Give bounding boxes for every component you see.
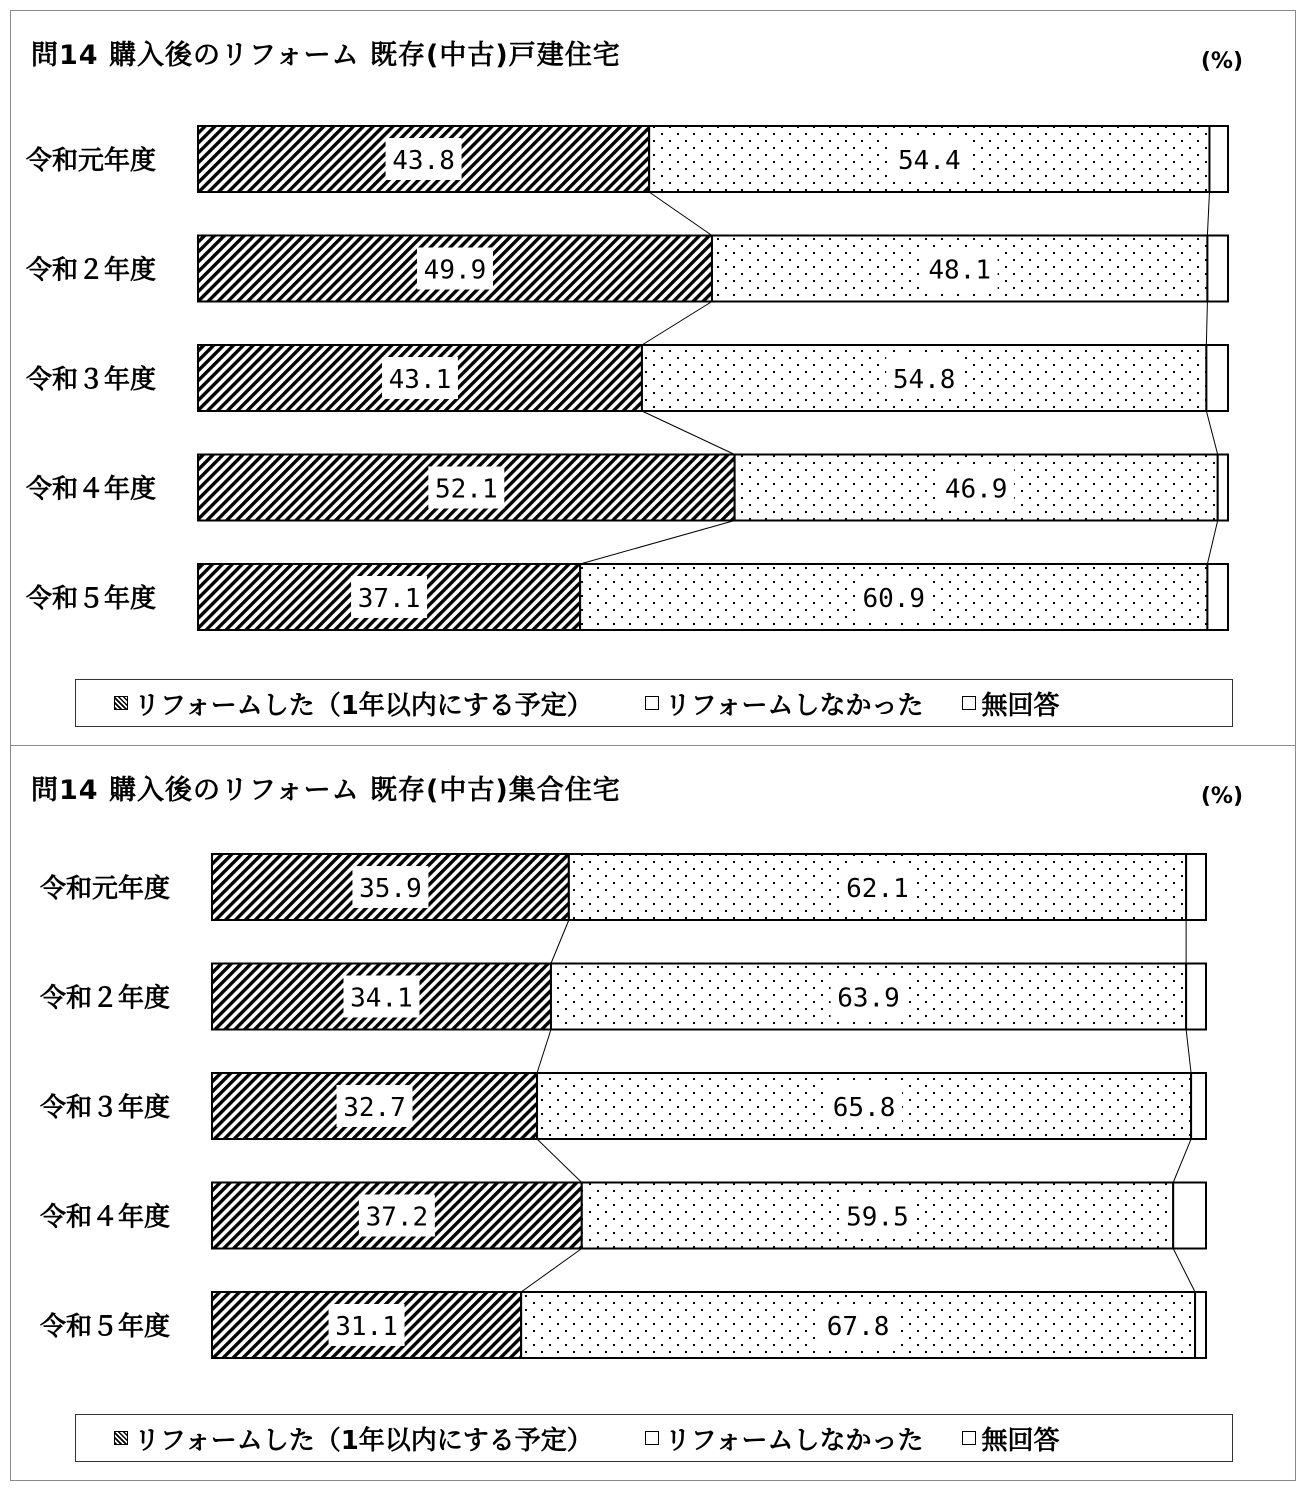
connector-line	[1206, 302, 1207, 346]
legend-label: リフォームしなかった	[664, 690, 924, 721]
hatch-swatch-icon	[114, 1431, 128, 1445]
connector-line	[1173, 1139, 1191, 1183]
category-label: 令和５年度	[26, 584, 157, 614]
legend-label: リフォームした（1年以内にする予定）	[134, 1425, 593, 1456]
bar-segment-no-answer	[1207, 564, 1228, 630]
data-label: 63.9	[837, 983, 900, 1014]
dotted-swatch-icon	[645, 1431, 659, 1445]
bar-segment-no-answer	[1186, 854, 1206, 920]
data-label: 54.4	[897, 146, 961, 176]
data-label: 32.7	[343, 1093, 406, 1123]
connector-line	[642, 411, 735, 455]
connector-line	[649, 192, 712, 236]
data-label: 34.1	[350, 983, 413, 1014]
legend	[75, 1414, 1233, 1462]
data-label: 65.8	[832, 1093, 896, 1123]
data-label: 67.8	[826, 1312, 890, 1342]
legend-item-no-answer	[962, 685, 1060, 722]
data-label: 35.9	[359, 874, 422, 904]
connector-line	[1173, 1249, 1195, 1293]
bar-segment-no-answer	[1206, 345, 1228, 411]
legend-label: 無回答	[981, 1425, 1060, 1456]
legend	[75, 679, 1233, 727]
category-label: 令和元年度	[26, 146, 157, 176]
dotted-swatch-icon	[645, 696, 659, 710]
category-label: 令和元年度	[40, 874, 171, 904]
bar-segment-no-answer	[1191, 1073, 1206, 1139]
connector-line	[537, 1030, 551, 1074]
chart-panel-detached-house	[10, 10, 1296, 746]
data-label: 37.1	[357, 584, 421, 614]
blank-swatch-icon	[962, 1431, 976, 1445]
connector-line	[1186, 1030, 1191, 1074]
stacked-bar-chart	[11, 746, 1297, 1482]
connector-line	[521, 1249, 582, 1293]
category-label: 令和５年度	[40, 1312, 171, 1342]
data-label: 54.8	[892, 365, 956, 395]
stacked-bar-chart	[11, 11, 1297, 747]
category-label: 令和２年度	[40, 983, 171, 1014]
data-label: 46.9	[944, 474, 1008, 505]
category-label: 令和４年度	[26, 474, 157, 505]
bar-segment-no-answer	[1186, 964, 1206, 1030]
hatch-swatch-icon	[114, 696, 128, 710]
unit-label: (%)	[1200, 49, 1243, 74]
data-label: 52.1	[435, 474, 498, 505]
category-label: 令和３年度	[26, 365, 157, 395]
chart-panel-apartment	[10, 745, 1296, 1481]
data-label: 59.5	[846, 1202, 909, 1233]
bar-segment-no-answer	[1195, 1292, 1206, 1358]
data-label: 48.1	[928, 255, 991, 286]
unit-label: (%)	[1200, 784, 1243, 809]
bar-segment-no-answer	[1207, 236, 1228, 302]
legend-item-reformed	[114, 1420, 593, 1457]
category-label: 令和３年度	[40, 1093, 171, 1123]
category-label: 令和４年度	[40, 1202, 171, 1233]
data-label: 37.2	[365, 1202, 429, 1233]
data-label: 43.8	[392, 146, 455, 176]
connector-line	[551, 920, 569, 964]
legend-label: リフォームした（1年以内にする予定）	[134, 690, 593, 721]
legend-item-not-reformed	[645, 685, 924, 722]
chart-title: 問14 購入後のリフォーム 既存(中古)戸建住宅	[31, 40, 621, 71]
connector-line	[580, 521, 735, 565]
data-label: 60.9	[862, 584, 926, 614]
connector-line	[537, 1139, 582, 1183]
connector-line	[1206, 411, 1217, 455]
legend-item-reformed	[114, 685, 593, 722]
data-label: 31.1	[335, 1312, 398, 1342]
bar-segment-no-answer	[1209, 126, 1228, 192]
bar-segment-no-answer	[1218, 455, 1228, 521]
legend-item-not-reformed	[645, 1420, 924, 1457]
category-label: 令和２年度	[26, 255, 157, 286]
connector-line	[642, 302, 712, 346]
bar-segment-no-answer	[1173, 1183, 1206, 1249]
connector-line	[1207, 521, 1217, 565]
legend-label: リフォームしなかった	[664, 1425, 924, 1456]
legend-label: 無回答	[981, 690, 1060, 721]
blank-swatch-icon	[962, 696, 976, 710]
legend-item-no-answer	[962, 1420, 1060, 1457]
data-label: 62.1	[846, 874, 909, 904]
data-label: 43.1	[388, 365, 452, 395]
data-label: 49.9	[423, 255, 487, 286]
chart-title: 問14 購入後のリフォーム 既存(中古)集合住宅	[31, 775, 621, 806]
connector-line	[1207, 192, 1209, 236]
